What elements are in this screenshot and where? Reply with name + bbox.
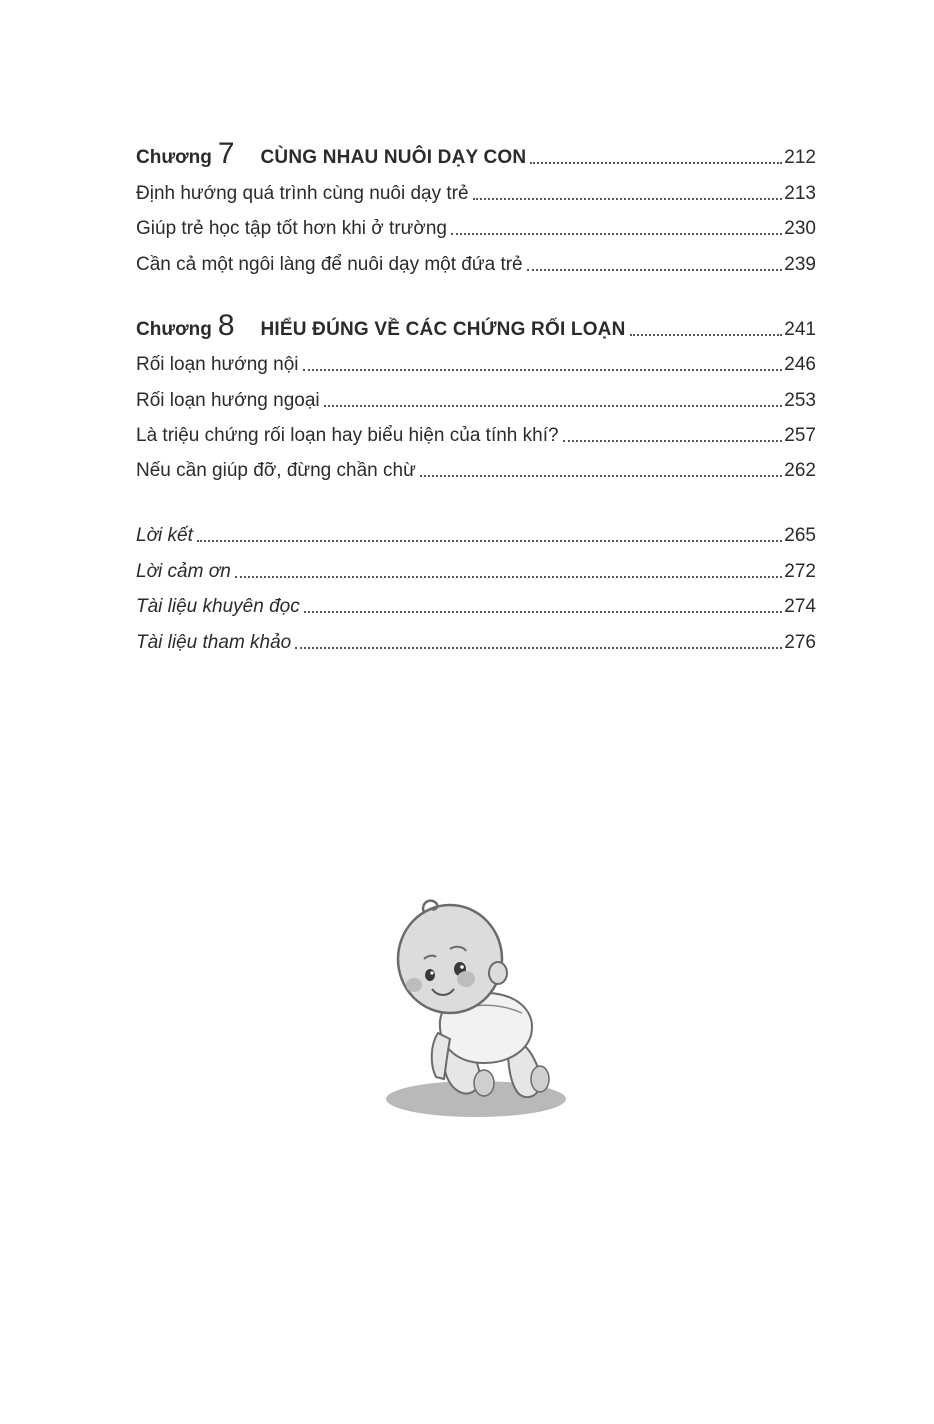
page-number: 213 [784,183,816,204]
entry-label: Rối loạn hướng ngoại [136,390,320,411]
page-number: 272 [784,561,816,582]
crawling-baby-icon [380,893,572,1123]
dot-leader [303,367,783,371]
dot-leader [530,160,782,164]
toc-entry [136,554,816,584]
page-number: 276 [784,632,816,653]
page-number: 262 [784,460,816,481]
dot-leader [235,574,783,578]
page-number: 230 [784,218,816,239]
toc-entry [136,589,816,619]
entry-label: Định hướng quá trình cùng nuôi dạy trẻ [136,183,469,204]
page-number: 265 [784,525,816,546]
toc-entry [136,176,816,206]
chapter-word: Chương [136,319,212,340]
page-number: 274 [784,596,816,617]
entry-label: Giúp trẻ học tập tốt hơn khi ở trường [136,218,447,239]
chapter-8-entry [136,309,816,342]
entry-label: Là triệu chứng rối loạn hay biểu hiện của tính khí? [136,425,559,446]
toc-entry [136,453,816,483]
dot-leader [527,267,783,271]
chapter-7-entry [136,137,816,170]
dot-leader [563,438,783,442]
dot-leader [197,538,782,542]
dot-leader [295,645,782,649]
page-number: 212 [784,147,816,168]
entry-label: Rối loạn hướng nội [136,354,299,375]
page-number: 253 [784,390,816,411]
toc-entry [136,625,816,655]
entry-label: Tài liệu khuyên đọc [136,596,300,617]
entry-label: Lời cảm ơn [136,561,231,582]
entry-label: Cần cả một ngôi làng để nuôi dạy một đứa trẻ [136,254,523,275]
toc-entry [136,211,816,241]
toc-entry [136,518,816,548]
chapter-number: 8 [217,309,235,342]
toc-entry [136,418,816,448]
dot-leader [420,473,783,477]
dot-leader [304,609,783,613]
page-number: 239 [784,254,816,275]
toc-entry [136,383,816,413]
page-number: 241 [784,319,816,340]
chapter-number: 7 [217,137,235,170]
page-number: 246 [784,354,816,375]
entry-label: Nếu cần giúp đỡ, đừng chần chừ [136,460,416,481]
page-number: 257 [784,425,816,446]
toc-entry [136,247,816,277]
toc-entry [136,347,816,377]
dot-leader [324,403,783,407]
dot-leader [630,332,783,336]
chapter-title: HIỂU ĐÚNG VỀ CÁC CHỨNG RỐI LOẠN [260,319,626,340]
chapter-word: Chương [136,147,212,168]
entry-label: Lời kết [136,525,193,546]
dot-leader [473,196,783,200]
entry-label: Tài liệu tham khảo [136,632,292,653]
chapter-title: CÙNG NHAU NUÔI DẠY CON [260,147,527,168]
dot-leader [451,231,782,235]
